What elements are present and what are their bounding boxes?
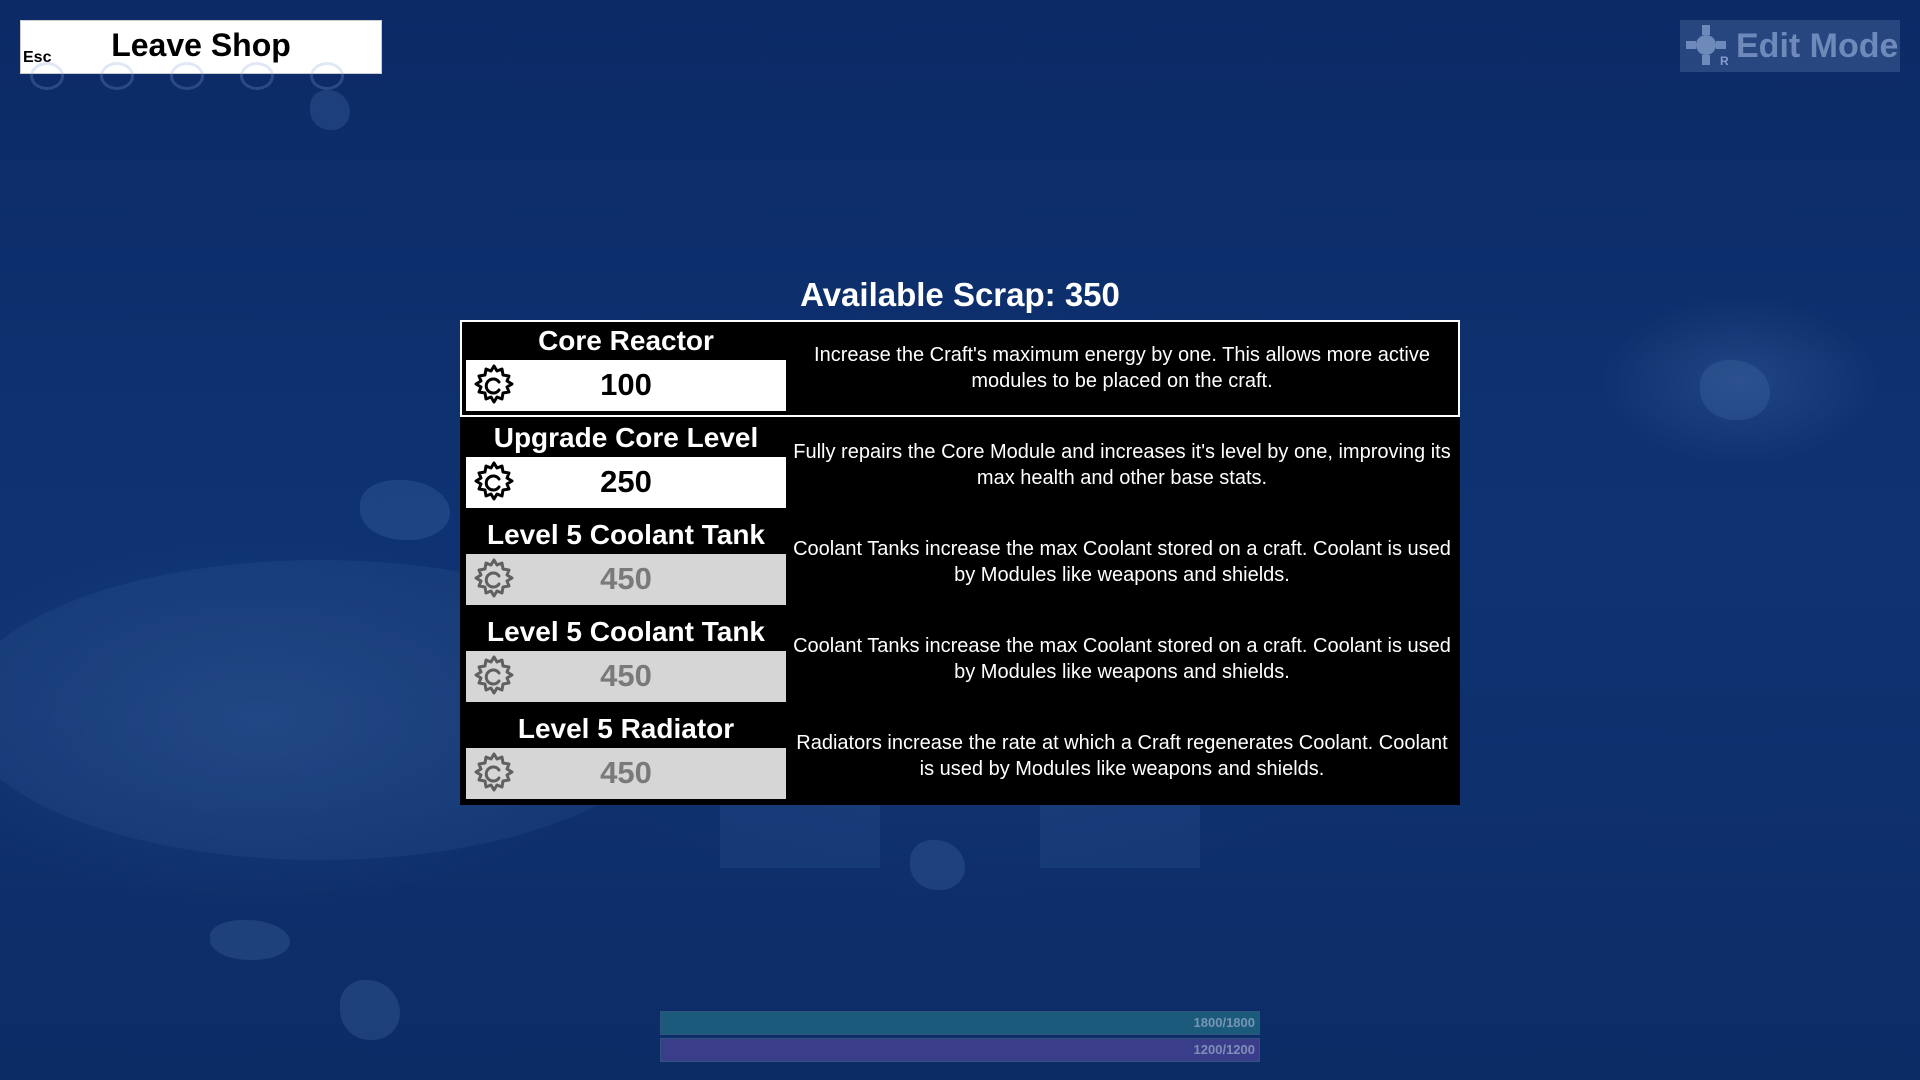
item-description: Increase the Craft's maximum energy by one. This allows more active modules to be placed on the craft. [814,344,1430,392]
edit-mode-button[interactable] [1680,20,1900,72]
asteroid [210,920,290,960]
coolant-bar-fill [661,1039,1259,1061]
edit-mode-label: Edit Mode [1736,26,1899,65]
module-toolbar-faded [30,62,344,90]
item-price: 450 [600,658,652,693]
item-name: Level 5 Coolant Tank [487,519,765,550]
item-price: 250 [600,464,652,499]
item-name: Level 5 Radiator [517,713,735,744]
move-modules-icon [1684,23,1734,69]
edit-mode-key-hint: R [1720,54,1729,68]
item-price: 450 [600,561,652,596]
asteroid [910,840,965,890]
ship-module-block [720,800,880,868]
available-scrap: Available Scrap: 350 [800,276,1120,313]
module-icon [240,62,274,90]
shop-panel [460,320,1460,805]
module-icon [100,62,134,90]
shop-item[interactable] [460,320,1460,417]
item-description: Coolant Tanks increase the max Coolant stored on a craft. Coolant is used by Modules like weapons and shields. [793,635,1451,683]
module-icon [30,62,64,90]
buy-button[interactable] [466,748,786,799]
item-name: Core Reactor [538,325,714,356]
item-price: 100 [600,367,652,402]
status-bars [660,1011,1260,1065]
leave-shop-label: Leave Shop [111,27,291,63]
asteroid [360,480,450,540]
asteroid [1700,360,1770,420]
item-description: Coolant Tanks increase the max Coolant stored on a craft. Coolant is used by Modules like weapons and shields. [793,538,1451,586]
buy-button[interactable] [466,651,786,702]
item-price: 450 [600,755,652,790]
module-icon [170,62,204,90]
buy-button[interactable] [466,457,786,508]
item-description: Radiators increase the rate at which a Craft regenerates Coolant. Coolant is used by Modules like weapons and shields. [796,732,1448,780]
item-name: Level 5 Coolant Tank [487,616,765,647]
shop-item[interactable] [460,611,1460,708]
asteroid [310,90,350,130]
buy-button[interactable] [466,554,786,605]
module-icon [310,62,344,90]
item-name: Upgrade Core Level [493,422,759,453]
ship-module-block [1040,800,1200,868]
item-description: Fully repairs the Core Module and increases it's level by one, improving its max health and other base stats. [793,441,1451,489]
health-value: 1800/1800 [1193,1015,1255,1030]
health-bar [660,1011,1260,1035]
buy-button[interactable] [466,360,786,411]
asteroid [340,980,400,1040]
health-bar-fill [661,1012,1259,1034]
coolant-bar [660,1038,1260,1062]
shop-item[interactable] [460,417,1460,514]
shop-item[interactable] [460,708,1460,805]
coolant-value: 1200/1200 [1193,1042,1255,1057]
shop-item[interactable] [460,514,1460,611]
esc-key-hint: Esc [23,49,52,66]
